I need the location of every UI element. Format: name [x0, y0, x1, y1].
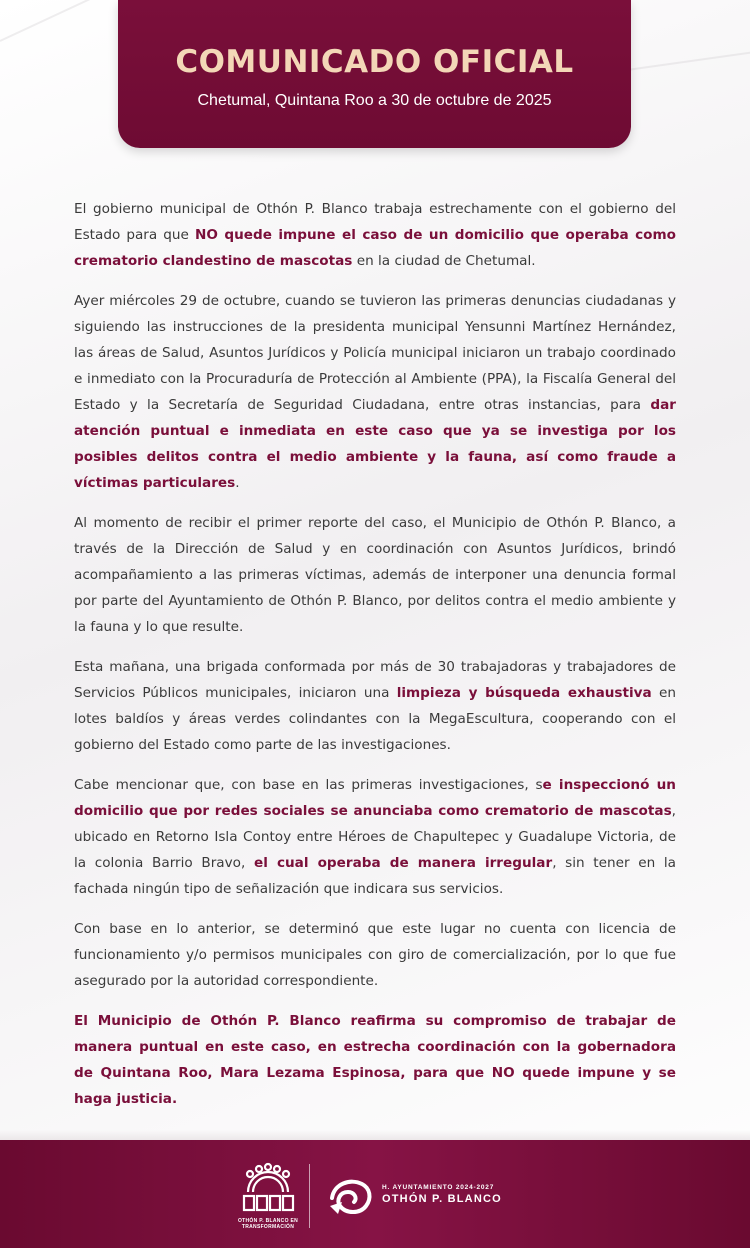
paragraph-1: El gobierno municipal de Othón P. Blanco trabaja estrechamente con el gobierno del Estado para que NO quede impune el caso de un domicilio que operaba como crematorio clandestino de mascotas en la ciudad de Chetumal.: [74, 201, 676, 269]
date-location: Chetumal, Quintana Roo a 30 de octubre de 2025: [197, 92, 552, 109]
transformation-logo: [238, 1162, 298, 1232]
ayuntamiento-logo: [328, 1176, 374, 1216]
header-banner: [118, 0, 631, 148]
paragraph-5: Cabe mencionar que, con base en las primeras investigaciones, se inspeccionó un domicilio que por redes sociales se anunciaba como crematorio de mascotas, ubicado en Retorno Isla Contoy entre Héroes de Chapultepec y Guadalupe Victoria, de la colonia Barrio Bravo, el cual operaba de manera irregular, sin tener en la fachada ningún tipo de señalización que indicara sus servicios.: [74, 777, 676, 897]
highlight: NO quede impune el caso de un domicilio que operaba como crematorio clandestino de mascotas: [74, 227, 676, 269]
page-title: COMUNICADO OFICIAL: [175, 44, 574, 80]
paragraph-2: Ayer miércoles 29 de octubre, cuando se tuvieron las primeras denuncias ciudadanas y siguiendo las instrucciones de la presidenta municipal Yensunni Martínez Hernández, las áreas de Salud, Asuntos Jurídicos y Policía municipal iniciaron un trabajo coordinado e inmediato con la Procuraduría de Protección al Ambiente (PPA), la Fiscalía General del Estado y la Secretaría de Seguridad Ciudadana, entre otras instancias, para dar atención puntual e inmediata en este caso que ya se investiga por los posibles delitos contra el medio ambiente y la fauna, así como fraude a víctimas particulares.: [74, 293, 676, 491]
background-decoration: [0, 0, 127, 42]
background-decoration: [620, 48, 750, 72]
paragraph-4: Esta mañana, una brigada conformada por más de 30 trabajadoras y trabajadores de Servicios Públicos municipales, iniciaron una limpieza y búsqueda exhaustiva en lotes baldíos y áreas verdes colindantes con la MegaEscultura, cooperando con el gobierno del Estado como parte de las investigaciones.: [74, 659, 676, 753]
highlight: dar atención puntual e inmediata en este caso que ya se investiga por los posibles delitos contra el medio ambiente y la fauna, así como fraude a víctimas particulares: [74, 397, 676, 491]
communique-body: [74, 196, 676, 1126]
logo-caption: OTHÓN P. BLANCO EN TRANSFORMACIÓN: [237, 1218, 299, 1230]
highlight: el cual operaba de manera irregular: [253, 855, 553, 871]
paragraph-6: Con base en lo anterior, se determinó que este lugar no cuenta con licencia de funcionamiento y/o permisos municipales con giro de comercialización, por lo que fue asegurado por la autoridad correspondiente.: [74, 921, 676, 989]
highlight: e inspeccionó un domicilio que por redes sociales se anunciaba como crematorio de mascotas: [74, 777, 676, 819]
ayuntamiento-name: H. AYUNTAMIENTO 2024-2027 OTHÓN P. BLANCO: [382, 1184, 502, 1205]
closing-paragraph: El Municipio de Othón P. Blanco reafirma su compromiso de trabajar de manera puntual en este caso, en estrecha coordinación con la gobernadora de Quintana Roo, Mara Lezama Espinosa, para que NO quede impune y se haga justicia.: [74, 1013, 676, 1107]
divider: [309, 1164, 310, 1228]
swirl-emblem-icon: [328, 1176, 374, 1216]
highlight: limpieza y búsqueda exhaustiva: [396, 685, 652, 701]
paragraph-3: Al momento de recibir el primer reporte del caso, el Municipio de Othón P. Blanco, a través de la Dirección de Salud y en coordinación con Asuntos Jurídicos, brindó acompañamiento a las primeras víctimas, además de interponer una denuncia formal por parte del Ayuntamiento de Othón P. Blanco, por delitos contra el medio ambiente y la fauna y lo que resulte.: [74, 515, 676, 635]
footer-banner: [0, 1140, 750, 1248]
pyramid-sun-icon: [238, 1162, 298, 1218]
